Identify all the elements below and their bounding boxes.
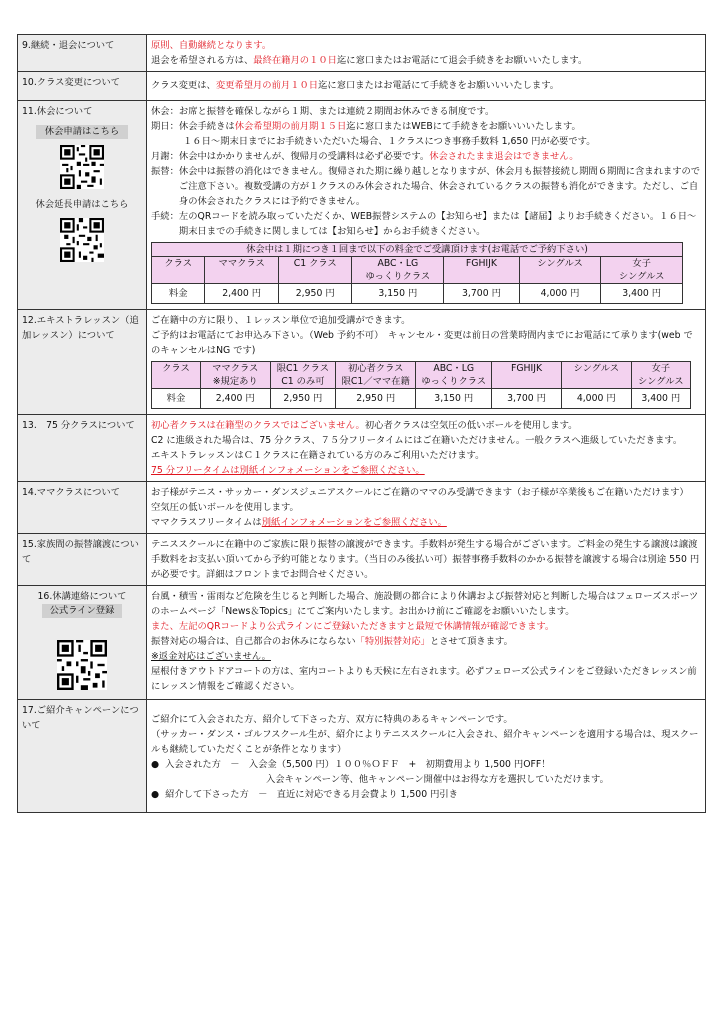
withdrawal-text: 退会を希望される方は、最終在籍月の１０日迄に窓口またはお電話にて退会手続きをお願いいたします。: [151, 55, 588, 66]
line-register-label: 公式ライン登録: [42, 604, 122, 618]
label-cancellation-notice: 16.休講連絡について 公式ライン登録: [18, 586, 147, 700]
label-extra-lesson: 12.エキストラレッスン（追加レッスン）について: [18, 310, 147, 415]
label-class-change: 10.クラス変更について: [18, 72, 147, 101]
fee-cell: 料金: [152, 284, 205, 304]
fee-cell: 3,400 円: [631, 389, 690, 409]
row-mama-class: [18, 482, 706, 534]
extension-qr-label: 休会延長申請はこちら: [35, 199, 129, 210]
fee-cell: 限C1 クラス C1 のみ可: [270, 362, 336, 389]
fee-cell: クラス: [152, 362, 201, 389]
row-class-change: [18, 72, 706, 101]
fee-cell: シングルス: [519, 257, 601, 284]
content-class-change: クラス変更は、変更希望月の前月１０日迄に窓口またはお電話にて手続きをお願いいいたします。: [147, 72, 706, 101]
row-cancellation-notice: [18, 586, 706, 700]
content-family-transfer: テニススクールに在籍中のご家族に限り振替の譲渡ができます。手数料が発生する場合がございます。ご料金の発生する譲渡は譲渡手数料をお支払い頂いてから予約可能となります。（当日のみ後払い可）振替事務手数料のかかる振替を譲渡する場合は別途 550 円が必要です。詳細はフロントまでお問合せください。: [147, 534, 706, 586]
fee-cell: 女子 シングルス: [601, 257, 683, 284]
fee-cell: クラス: [152, 257, 205, 284]
fee-cell: 2,400 円: [200, 389, 270, 409]
label-referral: 17.ご紹介キャンペーンについて: [18, 700, 147, 813]
fee-cell: ママクラス: [205, 257, 279, 284]
label-family-transfer: 15.家族間の振替譲渡について: [18, 534, 147, 586]
fee-cell: 3,700 円: [444, 284, 520, 304]
label-mama-class: 14.ママクラスについて: [18, 482, 147, 534]
row-continuation: [18, 35, 706, 72]
suspension-fee-row: [152, 284, 683, 304]
row-75min: [18, 415, 706, 482]
content-mama-class: お子様がテニス・サッカー・ダンスジュニアスクールにご在籍のママのみ受講できます（お子様が卒業後もご在籍いただけます） 空気圧の低いボールを使用します。 ママクラスフリータイムは別紙インフォメーションをご参照ください。: [147, 482, 706, 534]
fee-cell: ABC・LG ゆっくりクラス: [352, 257, 444, 284]
fee-cell: FGHIJK: [492, 362, 562, 389]
content-referral: ご紹介にて入会された方、紹介して下さった方、双方に特典のあるキャンペーンです。 （サッカー・ダンス・ゴルフスクール生が、紹介によりテニススクールに入会され、紹介キャンペーンを適用する場合は、現スクールも継続していただくことが条件となります） ● 入会された方 － 入会金（5,500 円）１００％ＯＦＦ + 初期費用より 1,500 円OFF！ 入会キャンペーン等、他キャンペーン開催中はお得な方を選択していただけます。 ● 紹介して下さった方 － 直近に対応できる月会費より 1,500 円引き: [147, 700, 706, 813]
content-extra-lesson: ご在籍中の方に限り、１レッスン単位で追加受講ができます。 ご予約はお電話にてお申込み下さい。（Web 予約不可） キャンセル・変更は前日の営業時間内までにお電話にて承ります(web でのキャンセルはNG です) クラス ママクラス ※規定あり 限C1 クラス C1 のみ可 初心者クラス 限C1／ママ在籍 ABC・LG ゆっくりクラス FGHIJK シングルス 女子 シングルス 料金 2,400 円 2,950 円 2,950 円 3,150 円 3,700 円 4,000 円 3,400 円: [147, 310, 706, 415]
content-continuation: [147, 35, 706, 72]
policy-table: [17, 34, 706, 813]
row-referral: [18, 700, 706, 813]
row-suspension: [18, 101, 706, 310]
fee-cell: 3,150 円: [352, 284, 444, 304]
fee-cell: C1 クラス: [278, 257, 352, 284]
content-cancellation-notice: 台風・積雪・雷雨など危険を生じると判断した場合、施設側の都合により休講および振替対応と判断した場合はフェローズスポーツのホームページ「News＆Topics」にてご案内いたします。お出かけ前にご確認をお願いいたします。 また、左記のQRコードより公式ラインにご登録いただきますと最短で休講情報が確認できます。 振替対応の場合は、自己都合のお休みにならない「特別振替対応」とさせて頂きます。 ※返金対応はございません。 屋根付きアウトドアコートの方は、室内コートよりも天候に左右されます。必ずフェローズ公式ラインをご登録いただきレッスン前にレッスン情報をご確認ください。: [147, 586, 706, 700]
fee-cell: 3,150 円: [416, 389, 492, 409]
extra-fee-row: [152, 389, 691, 409]
suspension-fee-title: 休会中は１期につき１回まで以下の料金でご受講頂けます(お電話でご予約下さい): [152, 243, 683, 257]
fee-cell: 2,400 円: [205, 284, 279, 304]
label-suspension: 11.休会について 休会申請はこちら 休会延長申請はこちら: [18, 101, 147, 310]
fee-cell: 料金: [152, 389, 201, 409]
fee-cell: 初心者クラス 限C1／ママ在籍: [336, 362, 416, 389]
fee-cell: 2,950 円: [270, 389, 336, 409]
extra-fee-header: [152, 362, 691, 389]
fee-cell: 3,400 円: [601, 284, 683, 304]
fee-cell: 3,700 円: [492, 389, 562, 409]
fee-cell: シングルス: [561, 362, 631, 389]
line-qr-code[interactable]: [57, 640, 107, 690]
policy-sheet: [17, 34, 706, 813]
fee-cell: FGHIJK: [444, 257, 520, 284]
label-continuation: 9.継続・退会について: [18, 35, 147, 72]
auto-renew-text: 原則、自動継続となります。: [151, 40, 272, 51]
suspension-fee-header: [152, 257, 683, 284]
fee-cell: 女子 シングルス: [631, 362, 690, 389]
row-family-transfer: [18, 534, 706, 586]
suspension-fee-table: [151, 242, 683, 304]
suspension-qr-code[interactable]: [60, 145, 104, 189]
row-extra-lesson: [18, 310, 706, 415]
extension-qr-code[interactable]: [60, 218, 104, 262]
content-75min: 初心者クラスは在籍型のクラスではございません。初心者クラスは空気圧の低いボールを使用します。 C2 に進級された場合は、75 分クラス、７５分フリータイムにはご在籍いただけません。一般クラスへ進級していただきます。 エキストラレッスンはＣ１クラスに在籍されている方のみご利用いただけます。 75 分フリータイムは別紙インフォメーションをご参照ください。: [147, 415, 706, 482]
fee-cell: ABC・LG ゆっくりクラス: [416, 362, 492, 389]
fee-cell: 2,950 円: [278, 284, 352, 304]
suspension-qr-label: 休会申請はこちら: [36, 125, 128, 139]
fee-cell: 4,000 円: [561, 389, 631, 409]
fee-cell: ママクラス ※規定あり: [200, 362, 270, 389]
label-75min: 13. 75 分クラスについて: [18, 415, 147, 482]
extra-fee-table: [151, 361, 691, 409]
fee-cell: 4,000 円: [519, 284, 601, 304]
fee-cell: 2,950 円: [336, 389, 416, 409]
content-suspension: 休会： お席と振替を確保しながら１期、または連続２期間お休みできる制度です。 期日： 休会手続きは休会希望期の前月期１５日迄に窓口またはWEBにて手続きをお願いいいたします。 １６日～期末日までにお手続きいただいた場合、１クラスにつき事務手数料 1,650 円が必要です。 月謝： 休会中はかかりませんが、復帰月の受講料は必ず必要です。休会されたまま退会はできません。 振替： 休会中は振替の消化はできません。復帰された期に繰り越しとなりますが、休会月も振替接続し期間６期間に含まれますのでご注意下さい。複数受講の方が１クラスのみ休会された場合、休会されているクラスの振替も消化ができます。ただし、ご自身の休会されたクラスには予約できません。 手続： 左のQRコードを読み取っていただくか、WEB振替システムの【お知らせ】または【諸届】よりお手続きください。１６日～期末日までの手続きに関しましては【お知らせ】からお手続きください。 休会中は１期につき１回まで以下の料金でご受講頂けます(お電話でご予約下さい) クラス ママクラス C1 クラス ABC・LG ゆっくりクラス FGHIJK シングルス 女子 シングルス 料金 2,400 円 2,950 円 3,150 円 3,700 円 4,000 円 3,400 円: [147, 101, 706, 310]
